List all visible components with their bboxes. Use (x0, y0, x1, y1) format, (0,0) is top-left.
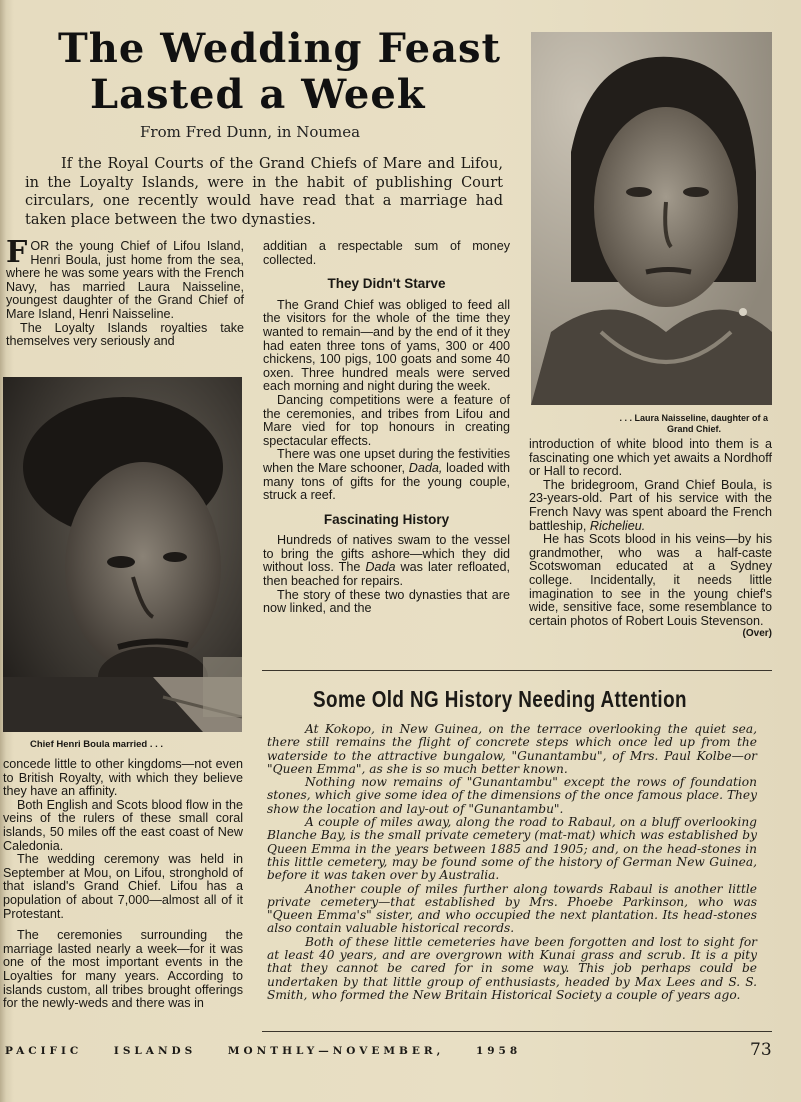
col1-paragraph-5: The wedding ceremony was held in September at Mou, on Lifou, stronghold of that island's Grand Chief. Lifou has a population of about 7,000—almost all of it Protestant. (3, 852, 243, 921)
lead-paragraph: If the Royal Courts of the Grand Chiefs of Mare and Lifou, in the Loyalty Islands, were in the habit of publishing Court circulars, one recently would have read that a marriage had taken place between the two dynasties. (25, 156, 503, 228)
article-title (58, 26, 518, 118)
col1-paragraph-6: The ceremonies surrounding the marriage lasted nearly a week—for it was one of the most important events in the Loyalties for many years. According to islands custom, all tribes brought offerings for the newly-weds and there was in (3, 928, 243, 1011)
col1-paragraph-2: The Loyalty Islands royalties take themselves very seriously and (6, 320, 244, 349)
col3-paragraph-3: He has Scots blood in his veins—by his grandmother, who was a half-caste Scotswoman educated at a Sydney college. Incidentally, it needs little imagination to see in the young chief's wide, sensitive face, some resemblance to certain photos of Robert Louis Stevenson. (529, 532, 772, 628)
sidebar-body (267, 723, 757, 1002)
title-line-1: The Wedding Feast (58, 25, 502, 72)
divider-bottom (262, 1031, 772, 1032)
photo-laura-naisseline (531, 32, 772, 405)
divider-top (262, 670, 772, 671)
drop-cap: F (6, 235, 28, 270)
photo-henri-boula (3, 377, 242, 732)
col2-paragraph-6: The story of these two dynasties that are now linked, and the (263, 587, 510, 616)
caption-laura-naisseline: . . . Laura Naisseline, daughter of a Grand Chief. (619, 413, 768, 434)
sidebar-paragraph-1: At Kokopo, in New Guinea, on the terrace overlooking the quiet sea, there still remains the flight of concrete steps which once led up from the waterside to the attractive bungalow, "Gunantambu", of Mrs. Paul Kolbe—or "Queen Emma", as she is so much better known. (267, 722, 757, 776)
col2-paragraph-2: The Grand Chief was obliged to feed all the visitors for the whole of the time they wanted to remain—and by the end of it they had eaten three tons of yams, 300 or 400 chickens, 100 pigs, 100 goats and some 40 oxen. Three hundred meals were served each morning and night during the week. (263, 297, 510, 394)
sidebar-paragraph-5: Both of these little cemeteries have been forgotten and lost to sight for at least 40 years, and are overgrown with Kunai grass and scrub. It is a pity that they cannot be cared for in some way. This job perhaps could be undertaken by that little group of enthusiasts, headed by Max Lees and S. S. Smith, who formed the New Britain Historical Society a couple of years ago. (267, 934, 757, 1002)
subhead-didnt-starve: They Didn't Starve (327, 276, 446, 292)
col1-paragraph-4: Both English and Scots blood flow in the veins of the rulers of these small coral islands, 50 miles off the east coast of New Caledonia. (3, 797, 243, 853)
col2-paragraph-5: Hundreds of natives swam to the vessel to bring the gifts ashore—which they did without loss. The Dada was later refloated, then beached for repairs. (263, 533, 511, 589)
column-1-bottom (3, 758, 243, 1011)
subhead-fascinating-history: Fascinating History (323, 511, 450, 527)
sidebar-paragraph-2: Nothing now remains of "Gunantambu" except the rows of foundation stones, which give some idea of the dimensions of the once famous place. They show the location and lay-out of "Gunantambu". (267, 775, 757, 816)
column-2 (263, 240, 510, 616)
caption-henri-boula: Chief Henri Boula married . . . (30, 739, 164, 750)
col1-paragraph-3: concede little to other kingdoms—not even to British Royalty, with which they believe they have an affinity. (3, 757, 243, 799)
column-1-top (6, 235, 244, 349)
byline: From Fred Dunn, in Noumea (140, 123, 361, 141)
col2-paragraph-4: There was one upset during the festivities when the Mare schooner, Dada, loaded with many tons of gifts for the young couple, struck a reef. (263, 447, 511, 503)
col3-paragraph-1: introduction of white blood into them is a fascinating one which yet awaits a Nordhoff or Hall to record. (529, 437, 772, 479)
col2-paragraph-3: Dancing competitions were a feature of the ceremonies, and tribes from Lifou and Mare vied for top honours in creating spectacular effects. (263, 392, 510, 448)
col2-paragraph-1: additian a respectable sum of money collected. (263, 239, 510, 267)
col3-paragraph-2: The bridegroom, Grand Chief Boula, is 23-years-old. Part of his service with the French Navy was spent aboard the French battleship, Richelieu. (529, 477, 772, 533)
sidebar-title: Some Old NG History Needing Attention (313, 686, 687, 712)
portrait-woman-image (531, 32, 772, 405)
title-line-2: Lasted a Week (90, 71, 426, 118)
column-3 (529, 438, 772, 640)
page-number: 73 (750, 1040, 772, 1060)
portrait-man-image (3, 377, 242, 732)
sidebar-paragraph-3: A couple of miles away, along the road to Rabaul, on a bluff overlooking Blanche Bay, is the small private cemetery (mat-mat) which was established by Queen Emma in the years between 1885 and 1905; and, on the head-stones in this little cemetery, may be found some of the history of German New Guinea, before it was taken over by Australia. (267, 815, 757, 883)
sidebar-paragraph-4: Another couple of miles further along towards Rabaul is another little private cemetery—that established by Mrs. Phoebe Parkinson, who was "Queen Emma's" sister, and who occupied the next plantation. Its head-stones also contain valuable historical records. (267, 881, 757, 936)
over-label: (Over) (742, 628, 772, 640)
col1-paragraph-1: OR the young Chief of Lifou Island, Henri Boula, just home from the sea, where he was some years with the French Navy, has married Laura Naisseline, youngest daughter of the Grand Chief of Mare Island, Henri Naisseline. (6, 239, 244, 321)
footer-magazine: PACIFIC ISLANDS MONTHLY—NOVEMBER, 1958 (5, 1045, 522, 1057)
